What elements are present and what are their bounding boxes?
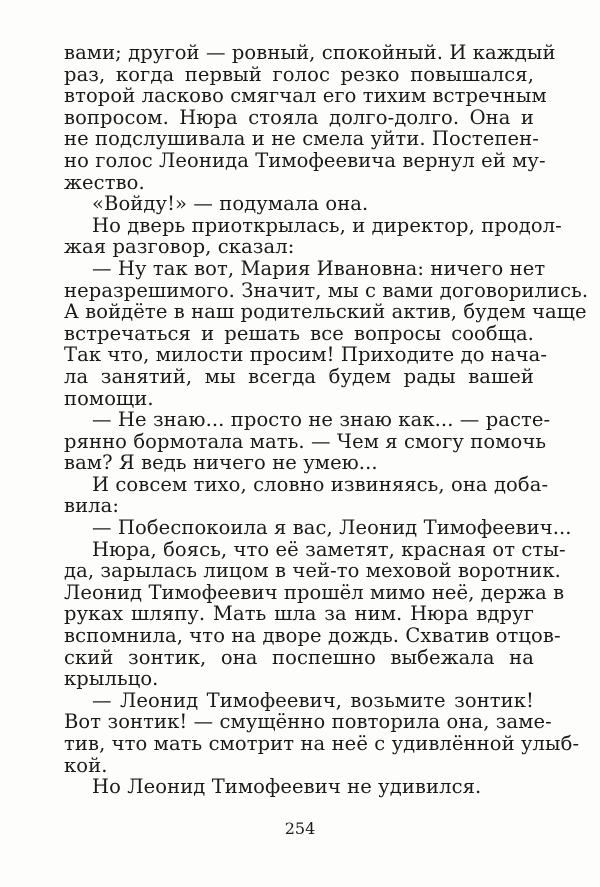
- text-line: Вот зонтик! — смущённо повторила она, заме-: [64, 710, 552, 734]
- text-line: ла занятий, мы всегда будем рады вашей: [64, 364, 534, 388]
- text-line: тив, что мать смотрит на неё с удивлённой улыб-: [64, 732, 580, 755]
- text-line: руках шляпу. Мать шла за ним. Нюра вдруг: [64, 602, 534, 626]
- text-line: — Побеспокоила я вас, Леонид Тимофеевич...: [92, 516, 572, 540]
- text-line: — Не знаю... просто не знаю как... — расте-: [92, 408, 551, 432]
- text-line: рянно бормотала мать. — Чем я смогу помочь: [64, 429, 547, 453]
- text-line: Нюра, боясь, что её заметят, красная от сты-: [92, 537, 566, 561]
- text-line: кой.: [64, 753, 108, 777]
- text-line: Но дверь приоткрылась, и директор, продол-: [92, 213, 562, 237]
- text-line: Так что, милости просим! Приходите до нача-: [64, 343, 548, 367]
- text-line: жество.: [64, 170, 145, 194]
- text-line: вила:: [64, 494, 120, 518]
- text-line: помощи.: [64, 386, 154, 410]
- text-line: — Леонид Тимофеевич, возьмите зонтик!: [92, 688, 534, 712]
- body-text: [64, 41, 589, 799]
- text-line: вопросом. Нюра стояла долго-долго. Она и: [64, 105, 534, 129]
- text-line: второй ласково смягчал его тихим встречным: [64, 84, 547, 108]
- text-line: И совсем тихо, словно извиняясь, она доба-: [92, 472, 549, 496]
- text-line: да, зарылась лицом в чей-то меховой воротник.: [64, 559, 561, 583]
- text-line: жая разговор, сказал:: [64, 235, 295, 259]
- text-line: но голос Леонида Тимофеевича вернул ей му-: [64, 148, 546, 172]
- text-line: вам? Я ведь ничего не умею...: [64, 451, 378, 475]
- text-line: «Войду!» — подумала она.: [92, 192, 369, 216]
- text-line: встречаться и решать все вопросы сообща.: [64, 321, 534, 345]
- text-line: вами; другой — ровный, спокойный. И каждый: [64, 41, 556, 64]
- page-number: 254: [284, 819, 316, 838]
- text-line: вспомнила, что на дворе дождь. Схватив отцов-: [64, 624, 561, 648]
- text-line: крыльцо.: [64, 667, 159, 691]
- text-line: Леонид Тимофеевич прошёл мимо неё, держа в: [64, 580, 565, 604]
- text-line: неразрешимого. Значит, мы с вами договорились.: [64, 278, 589, 302]
- text-line: не подслушивала и не смела уйти. Постепен-: [64, 127, 539, 151]
- text-line: раз, когда первый голос резко повышался,: [64, 62, 534, 86]
- text-line: А войдёте в наш родительский актив, будем чаще: [64, 300, 587, 324]
- text-line: ский зонтик, она поспешно выбежала на: [64, 645, 534, 669]
- text-line: — Ну так вот, Мария Ивановна: ничего нет: [92, 256, 546, 280]
- text-line: Но Леонид Тимофеевич не удивился.: [92, 775, 482, 799]
